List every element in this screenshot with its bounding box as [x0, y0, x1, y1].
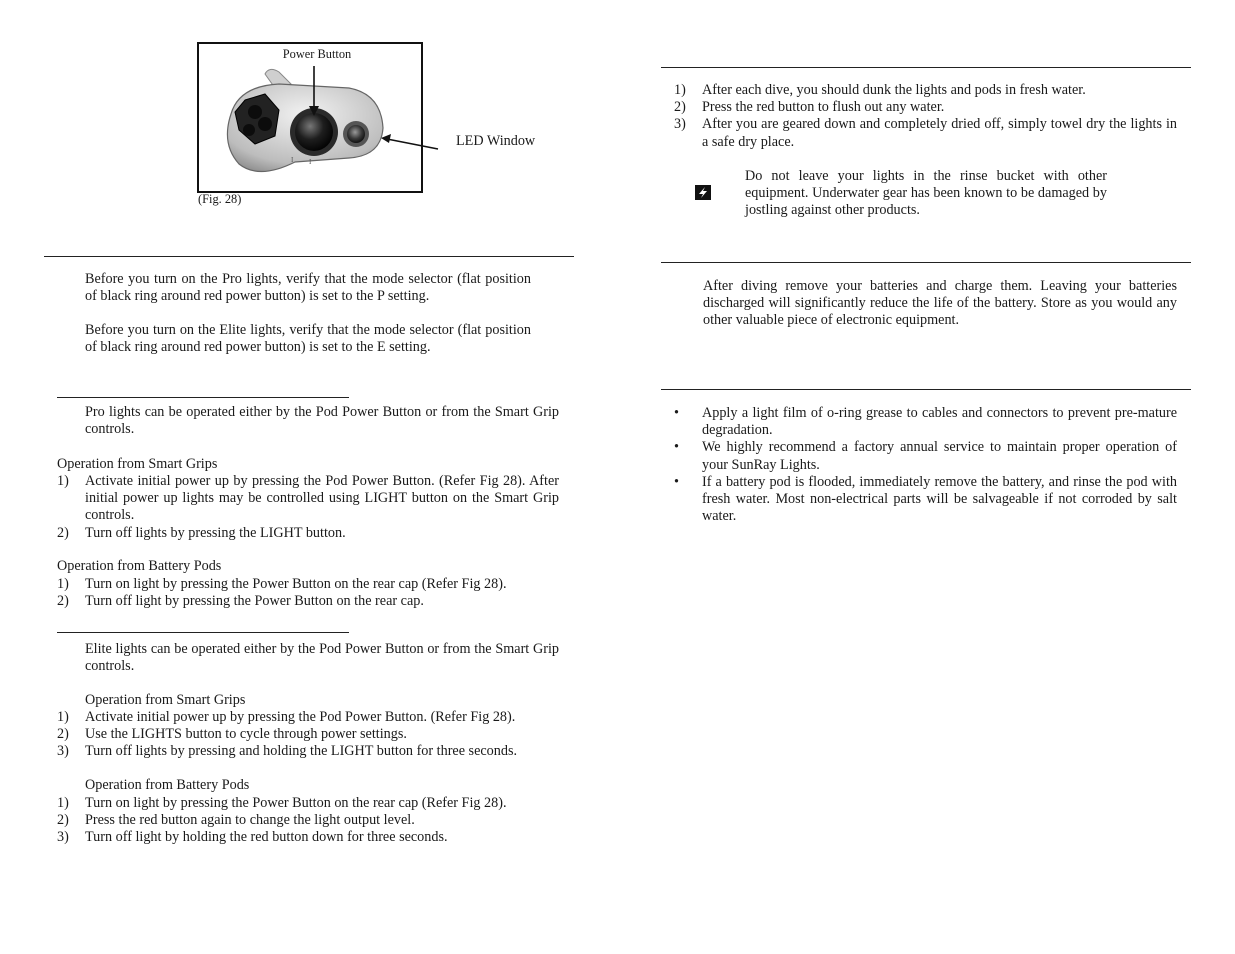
list-item: 3) Turn off lights by pressing and holding the LIGHT button for three seconds. — [57, 743, 518, 760]
maintenance-section-divider — [661, 389, 1191, 390]
elite-mode-selector-note: Before you turn on the Elite lights, verify that the mode selector (flat position of black ring around red power button) is set to the E setting. — [85, 322, 531, 356]
list-item: 1) After each dive, you should dunk the lights and pods in fresh water. — [674, 82, 1086, 98]
list-item: • If a battery pod is flooded, immediately remove the battery, and rinse the pod with fresh water. Most non-electrical parts will be salvageable if not corroded by salt water. — [674, 473, 1177, 525]
list-item: 1) Activate initial power up by pressing the Pod Power Button. (Refer Fig 28). — [57, 709, 516, 725]
list-item: 3) After you are geared down and completely dried off, simply towel dry the lights in a safe dry place. — [674, 116, 1177, 150]
elite-smart-grips-heading: Operation from Smart Grips — [85, 692, 246, 708]
led-window-label: LED Window — [456, 133, 536, 149]
power-button-label: Power Button — [282, 47, 352, 61]
list-item: 1) Turn on light by pressing the Power Button on the rear cap (Refer Fig 28). — [57, 795, 507, 811]
rinse-bucket-warning: Do not leave your lights in the rinse bucket with other equipment. Underwater gear has been known to be damaged by jostling against other products. — [745, 168, 1107, 219]
elite-smart-grips-steps — [57, 709, 567, 761]
list-item: 2) Press the red button again to change the light output level. — [57, 812, 415, 829]
pro-section-divider — [57, 397, 349, 398]
svg-text:I: I — [291, 156, 294, 164]
led-window-arrow — [375, 130, 445, 160]
pro-intro: Pro lights can be operated either by the Pod Power Button or from the Smart Grip controls. — [85, 404, 559, 438]
after-dive-steps — [674, 82, 1177, 151]
figure-28 — [197, 42, 423, 193]
pro-battery-pods-steps — [57, 576, 559, 610]
list-item: 2) Turn off lights by pressing the LIGHT button. — [57, 524, 346, 541]
power-button-arrow — [199, 44, 421, 191]
list-item: • Apply a light film of o-ring grease to cables and connectors to prevent pre-mature degradation. — [674, 405, 1177, 439]
elite-intro: Elite lights can be operated either by the Pod Power Button or from the Smart Grip controls. — [85, 641, 559, 675]
warning-icon — [695, 185, 711, 200]
list-item: 2) Turn off light by pressing the Power Button on the rear cap. — [57, 593, 424, 610]
list-item: 1) Turn on light by pressing the Power Button on the rear cap (Refer Fig 28). — [57, 576, 507, 592]
svg-text:I: I — [309, 158, 312, 166]
after-dive-divider — [661, 67, 1191, 68]
list-item: 2) Use the LIGHTS button to cycle through power settings. — [57, 726, 407, 743]
elite-battery-pods-heading: Operation from Battery Pods — [85, 777, 250, 793]
pro-smart-grips-heading: Operation from Smart Grips — [57, 456, 218, 472]
pro-battery-pods-heading: Operation from Battery Pods — [57, 558, 222, 574]
pro-smart-grips-steps — [57, 473, 559, 542]
pro-mode-selector-note: Before you turn on the Pro lights, verify that the mode selector (flat position of black ring around red power button) is set to the P setting. — [85, 271, 531, 305]
list-item: 2) Press the red button to flush out any water. — [674, 99, 945, 116]
list-item: 1) Activate initial power up by pressing the Pod Power Button. (Refer Fig 28). After initial power up lights may be controlled using LIGHT button on the Smart Grip controls. — [57, 473, 559, 524]
section-divider — [44, 256, 574, 257]
figure-caption: (Fig. 28) — [198, 192, 242, 206]
list-item: • We highly recommend a factory annual service to maintain proper operation of your SunRay Lights. — [674, 439, 1177, 473]
elite-battery-pods-steps — [57, 795, 559, 847]
elite-section-divider — [57, 632, 349, 633]
list-item: 3) Turn off light by holding the red button down for three seconds. — [57, 829, 448, 846]
battery-care-text: After diving remove your batteries and charge them. Leaving your batteries discharged will significantly reduce the life of the battery. Store as you would any other valuable piece of electronic equipment. — [703, 278, 1177, 329]
battery-section-divider — [661, 262, 1191, 263]
maintenance-bullets — [674, 405, 1177, 525]
